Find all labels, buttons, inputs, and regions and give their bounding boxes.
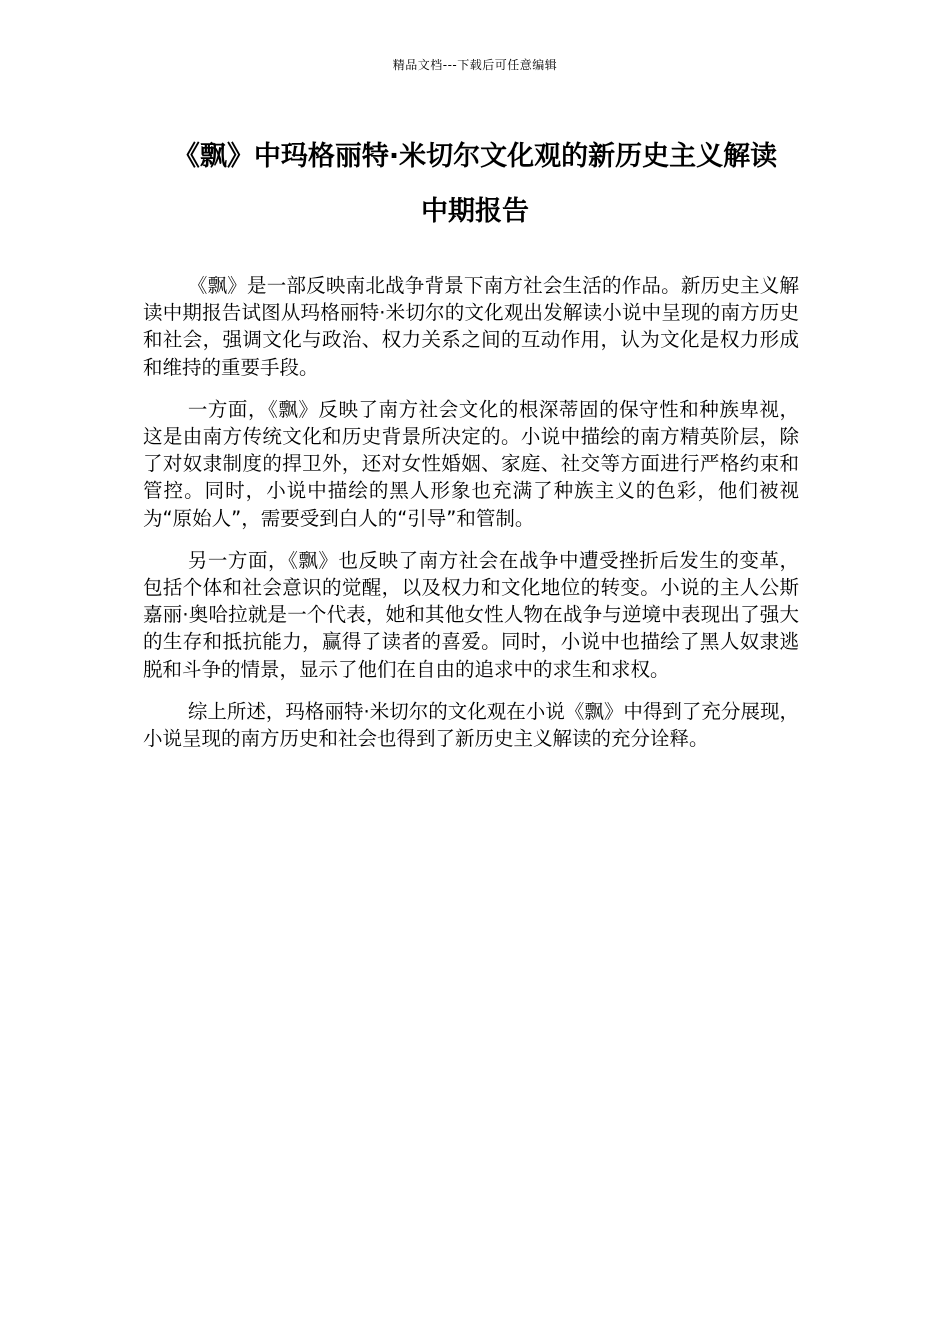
document-title: 《飘》中玛格丽特·米切尔文化观的新历史主义解读 — [172, 141, 778, 172]
paragraph-conservatism: 一方面，《飘》反映了南方社会文化的根深蒂固的保守性和种族卑视，这是由南方传统文化和历史背景所决定的。小说中描绘的南方精英阶层，除了对奴隶制度的捍卫外，还对女性婚姻、家庭、社交等方面进行严格约束和管控。同时，小说中描绘的黑人形象也充满了种族主义的色彩，他们被视为“原始人”，需要受到白人的“引导”和管制。 — [143, 397, 799, 530]
paragraph-conclusion: 综上所述，玛格丽特·米切尔的文化观在小说《飘》中得到了充分展现，小说呈现的南方历史和社会也得到了新历史主义解读的充分诠释。 — [143, 699, 799, 751]
page-header: 精品文档---下载后可任意编辑 — [392, 58, 558, 72]
paragraph-transformation: 另一方面，《飘》也反映了南方社会在战争中遭受挫折后发生的变革，包括个体和社会意识的觉醒，以及权力和文化地位的转变。小说的主人公斯嘉丽·奥哈拉就是一个代表，她和其他女性人物在战争与逆境中表现出了强大的生存和抵抗能力，赢得了读者的喜爱。同时，小说中也描绘了黑人奴隶逃脱和斗争的情景，显示了他们在自由的追求中的求生和求权。 — [143, 548, 799, 681]
document-body — [143, 272, 799, 767]
paragraph-intro: 《飘》是一部反映南北战争背景下南方社会生活的作品。新历史主义解读中期报告试图从玛格丽特·米切尔的文化观出发解读小说中呈现的南方历史和社会，强调文化与政治、权力关系之间的互动作用，认为文化是权力形成和维持的重要手段。 — [143, 274, 799, 379]
document-subtitle: 中期报告 — [421, 196, 529, 227]
